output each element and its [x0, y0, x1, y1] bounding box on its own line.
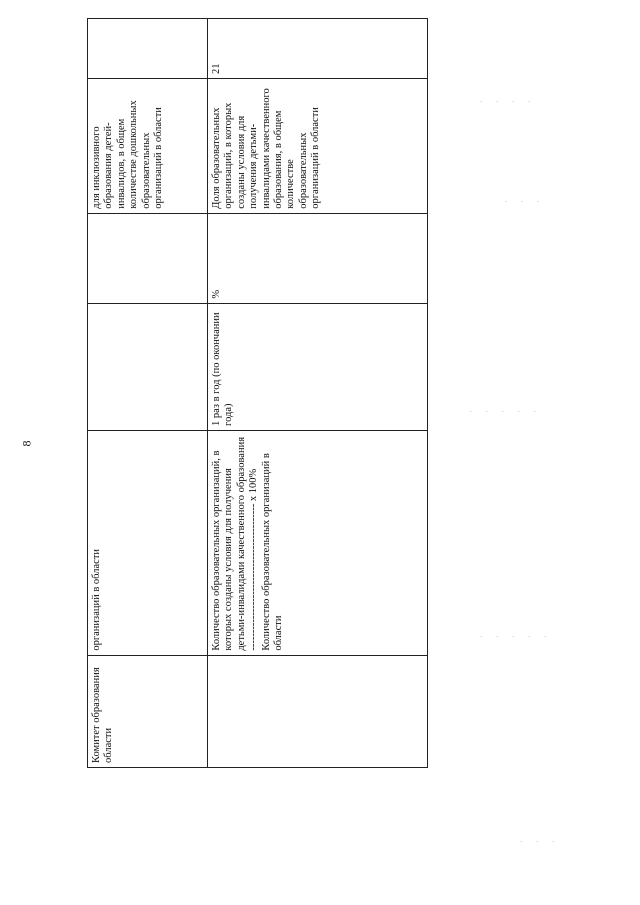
indicator-table: [87, 18, 428, 768]
cell-responsible: [208, 655, 428, 767]
formula-line: ------------------------------------------ х 100%: [248, 468, 260, 651]
scan-noise: . . . . .: [480, 630, 552, 639]
cell-periodicity: 1 раз в год (по окончании года): [208, 303, 428, 430]
cell-unit: %: [208, 213, 428, 303]
formula-numerator: Количество образовательных организаций, в которых созданы условия для получения детьми-инвалидами качественного образования: [211, 436, 247, 651]
scan-noise: . . .: [520, 835, 560, 844]
cell-responsible: Комитет образования области: [88, 655, 208, 767]
cell-number: 21: [208, 19, 428, 79]
scan-noise: . . . .: [480, 95, 536, 104]
cell-indicator: для инклюзивного образования детей-инвалидов, в общем количестве дошкольных образовательных организаций в области: [88, 78, 208, 213]
cell-unit: [88, 213, 208, 303]
cell-indicator: Доля образовательных организаций, в которых созданы условия для получения детьми-инвалидами качественного образования, в общем количестве образовательных организаций в области: [208, 78, 428, 213]
cell-formula: организаций в области: [88, 430, 208, 655]
scan-noise: . . .: [505, 195, 545, 204]
cell-number: [88, 19, 208, 79]
table-row: [208, 19, 428, 768]
indicator-table-rotated: [87, 18, 427, 768]
cell-periodicity: [88, 303, 208, 430]
table-row: [88, 19, 208, 768]
formula-denominator: Количество образовательных организаций в области: [260, 453, 285, 651]
cell-formula: [208, 430, 428, 655]
scan-noise: . . . . .: [470, 405, 542, 414]
page-number: 8: [19, 440, 34, 447]
